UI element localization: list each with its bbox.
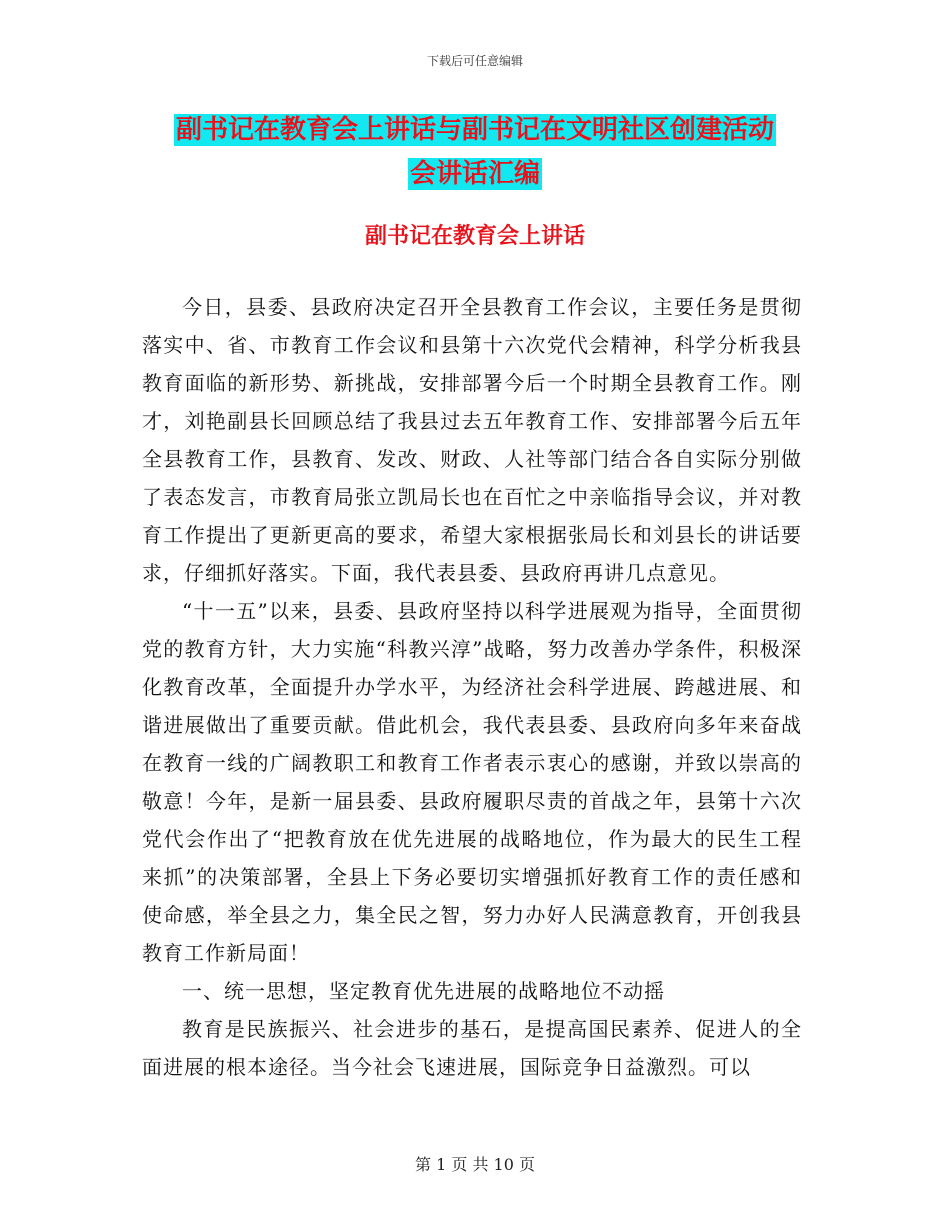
- header-note: 下载后可任意编辑: [426, 54, 523, 68]
- section-title: 副书记在教育会上讲话: [364, 223, 585, 249]
- body-text: [142, 288, 802, 1086]
- paragraph: 教育是民族振兴、社会进步的基石，是提高国民素养、促进人的全面进展的根本途径。当今社会飞速进展，国际竞争日益激烈。可以: [142, 1017, 802, 1079]
- document-title-line-1: [140, 112, 810, 148]
- title-highlight-1: 副书记在教育会上讲话与副书记在文明社区创建活动: [175, 115, 774, 145]
- page-number: 第 1 页 共 10 页: [415, 1155, 535, 1174]
- section-heading: 一、统一思想，坚定教育优先进展的战略地位不动摇: [182, 979, 665, 1003]
- paragraph: “十一五”以来，县委、县政府坚持以科学进展观为指导，全面贯彻党的教育方针，大力实施“科教兴淳”战略，努力改善办学条件，积极深化教育改革，全面提升办学水平，为经济社会科学进展、跨越进展、和谐进展做出了重要贡献。借此机会，我代表县委、县政府向多年来奋战在教育一线的广阔教职工和教育工作者表示衷心的感谢，并致以崇高的敬意！今年，是新一届县委、县政府履职尽责的首战之年，县第十六次党代会作出了“把教育放在优先进展的战略地位，作为最大的民生工程来抓”的决策部署，全县上下务必要切实增强抓好教育工作的责任感和使命感，举全县之力，集全民之智，努力办好人民满意教育，开创我县教育工作新局面！: [142, 599, 802, 965]
- document-title-line-2: [140, 156, 810, 192]
- title-highlight-2: 会讲话汇编: [409, 159, 540, 189]
- paragraph: 今日，县委、县政府决定召开全县教育工作会议，主要任务是贯彻落实中、省、市教育工作会议和县第十六次党代会精神，科学分析我县教育面临的新形势、新挑战，安排部署今后一个时期全县教育工作。刚才，刘艳副县长回顾总结了我县过去五年教育工作、安排部署今后五年全县教育工作，县教育、发改、财政、人社等部门结合各自实际分别做了表态发言，市教育局张立凯局长也在百忙之中亲临指导会议，并对教育工作提出了更新更高的要求，希望大家根据张局长和刘县长的讲话要求，仔细抓好落实。下面，我代表县委、县政府再讲几点意见。: [142, 295, 802, 585]
